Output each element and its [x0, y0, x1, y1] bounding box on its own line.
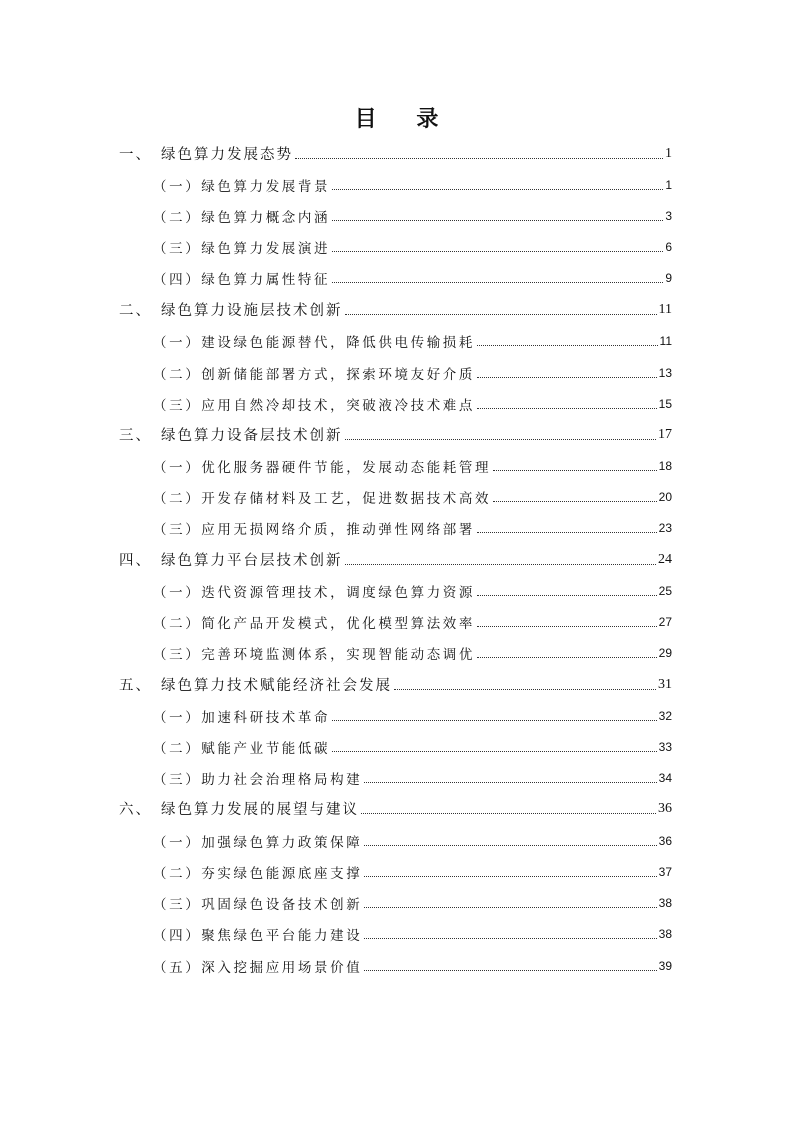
- toc-page-number: 25: [658, 583, 672, 598]
- dot-leader: [332, 720, 657, 721]
- toc-entry-section[interactable]: [153, 731, 672, 762]
- toc-page-number: 29: [658, 645, 672, 660]
- toc-page-number: 11: [658, 301, 672, 317]
- toc-entry-label: （二）开发存储材料及工艺，促进数据技术高效: [153, 490, 492, 507]
- toc-page-number: 11: [659, 333, 672, 348]
- dot-leader: [364, 938, 656, 939]
- dot-leader: [477, 532, 657, 533]
- toc-entry-label: 绿色算力发展态势: [161, 147, 293, 163]
- toc-page-number: 27: [658, 614, 672, 629]
- toc-entry-label: 绿色算力平台层技术创新: [161, 553, 343, 569]
- toc-entry-label: （一）加强绿色算力政策保障: [153, 834, 363, 851]
- chapter-number: 五、: [119, 678, 152, 694]
- dot-leader: [477, 626, 657, 627]
- toc-entry-label: （二）创新储能部署方式，探索环境友好介质: [153, 366, 475, 383]
- toc-entry-section[interactable]: [153, 825, 672, 856]
- chapter-number: 三、: [119, 428, 152, 444]
- toc-page-number: 1: [665, 145, 672, 161]
- toc-entry-section[interactable]: [153, 388, 672, 419]
- toc-entry-label: （四）聚焦绿色平台能力建设: [153, 927, 363, 944]
- toc-entry-section[interactable]: [153, 887, 672, 918]
- toc-entry-section[interactable]: [153, 169, 672, 200]
- dot-leader: [364, 845, 656, 846]
- toc-page-number: 18: [658, 458, 672, 473]
- toc-entry-label: （三）完善环境监测体系，实现智能动态调优: [153, 646, 475, 663]
- dot-leader: [364, 907, 656, 908]
- toc-entry-label: （二）夯实绿色能源底座支撑: [153, 865, 363, 882]
- toc-entry-label: （三）应用无损网络介质，推动弹性网络部署: [153, 521, 475, 538]
- toc-page-number: 39: [658, 958, 672, 973]
- toc-entry-chapter[interactable]: [119, 419, 672, 450]
- dot-leader: [295, 158, 663, 159]
- toc-entry-section[interactable]: [153, 700, 672, 731]
- toc-entry-chapter[interactable]: [119, 669, 672, 700]
- toc-entry-label: （二）绿色算力概念内涵: [153, 209, 331, 226]
- toc-entry-label: （二）简化产品开发模式，优化模型算法效率: [153, 615, 475, 632]
- toc-entry-section[interactable]: [153, 762, 672, 793]
- toc-page-number: 20: [658, 489, 672, 504]
- chapter-number: 二、: [119, 303, 152, 319]
- toc-entry-label: （三）助力社会治理格局构建: [153, 771, 363, 788]
- toc-entry-label: 绿色算力发展的展望与建议: [161, 802, 359, 818]
- toc-entry-section[interactable]: [153, 637, 672, 668]
- toc-page-number: 31: [658, 676, 672, 692]
- toc-entry-section[interactable]: [153, 325, 672, 356]
- toc-entry-section[interactable]: [153, 856, 672, 887]
- toc-page-number: 13: [658, 365, 672, 380]
- toc-entry-section[interactable]: [153, 918, 672, 949]
- toc-entry-section[interactable]: [153, 262, 672, 293]
- dot-leader: [364, 876, 656, 877]
- dot-leader: [345, 564, 657, 565]
- dot-leader: [364, 970, 656, 971]
- toc-entry-label: （三）巩固绿色设备技术创新: [153, 896, 363, 913]
- toc-page-number: 34: [658, 770, 672, 785]
- dot-leader: [477, 408, 657, 409]
- dot-leader: [477, 595, 657, 596]
- dot-leader: [477, 657, 657, 658]
- toc-entry-section[interactable]: [153, 481, 672, 512]
- toc-entry-label: （二）赋能产业节能低碳: [153, 740, 331, 757]
- toc-entry-label: （一）建设绿色能源替代，降低供电传输损耗: [153, 334, 475, 351]
- dot-leader: [332, 220, 663, 221]
- toc-page-number: 24: [658, 551, 672, 567]
- toc-page-number: 38: [658, 895, 672, 910]
- toc-entry-label: （一）迭代资源管理技术，调度绿色算力资源: [153, 584, 475, 601]
- dot-leader: [493, 501, 657, 502]
- dot-leader: [394, 689, 656, 690]
- dot-leader: [477, 377, 657, 378]
- dot-leader: [332, 189, 663, 190]
- dot-leader: [493, 470, 657, 471]
- dot-leader: [332, 251, 663, 252]
- dot-leader: [477, 345, 658, 346]
- toc-entry-label: （一）绿色算力发展背景: [153, 178, 331, 195]
- toc-entry-label: 绿色算力设备层技术创新: [161, 428, 343, 444]
- toc-entry-label: （一）加速科研技术革命: [153, 709, 331, 726]
- page-title: 目 录: [354, 107, 455, 132]
- toc-entry-section[interactable]: [153, 200, 672, 231]
- toc-page-number: 15: [658, 396, 672, 411]
- dot-leader: [345, 314, 657, 315]
- toc-entry-chapter[interactable]: [119, 544, 672, 575]
- toc-entry-section[interactable]: [153, 357, 672, 388]
- dot-leader: [345, 439, 657, 440]
- toc-entry-label: 绿色算力设施层技术创新: [161, 303, 343, 319]
- toc-page-number: 33: [658, 739, 672, 754]
- toc-entry-label: （一）优化服务器硬件节能，发展动态能耗管理: [153, 459, 492, 476]
- toc-entry-label: 绿色算力技术赋能经济社会发展: [161, 678, 392, 694]
- dot-leader: [332, 282, 663, 283]
- toc-entry-chapter[interactable]: [119, 138, 672, 169]
- toc-page-number: 38: [658, 926, 672, 941]
- dot-leader: [364, 782, 656, 783]
- toc-page-number: 32: [658, 708, 672, 723]
- toc-page-number: 3: [665, 208, 672, 223]
- toc-page-number: 1: [665, 177, 672, 192]
- toc-entry-section[interactable]: [153, 450, 672, 481]
- toc-page-number: 9: [665, 270, 672, 285]
- toc-entry-label: （三）绿色算力发展演进: [153, 240, 331, 257]
- dot-leader: [332, 751, 657, 752]
- toc-entry-label: （五）深入挖掘应用场景价值: [153, 959, 363, 976]
- toc-page-number: 17: [658, 426, 672, 442]
- toc-entry-section[interactable]: [153, 231, 672, 262]
- toc-entry-label: （四）绿色算力属性特征: [153, 271, 331, 288]
- toc-entry-section[interactable]: [153, 950, 672, 981]
- toc-entry-section[interactable]: [153, 575, 672, 606]
- chapter-number: 四、: [119, 553, 152, 569]
- toc-page-number: 6: [665, 239, 672, 254]
- toc-page-number: 36: [658, 800, 672, 816]
- chapter-number: 六、: [119, 802, 152, 818]
- chapter-number: 一、: [119, 147, 152, 163]
- toc-entry-section[interactable]: [153, 512, 672, 543]
- toc-entry-label: （三）应用自然冷却技术，突破液冷技术难点: [153, 397, 475, 414]
- toc-entry-chapter[interactable]: [119, 793, 672, 824]
- toc-entry-section[interactable]: [153, 606, 672, 637]
- toc-page-number: 37: [658, 864, 672, 879]
- toc-page-number: 23: [658, 520, 672, 535]
- toc-entry-chapter[interactable]: [119, 294, 672, 325]
- toc-page-number: 36: [658, 833, 672, 848]
- dot-leader: [361, 813, 656, 814]
